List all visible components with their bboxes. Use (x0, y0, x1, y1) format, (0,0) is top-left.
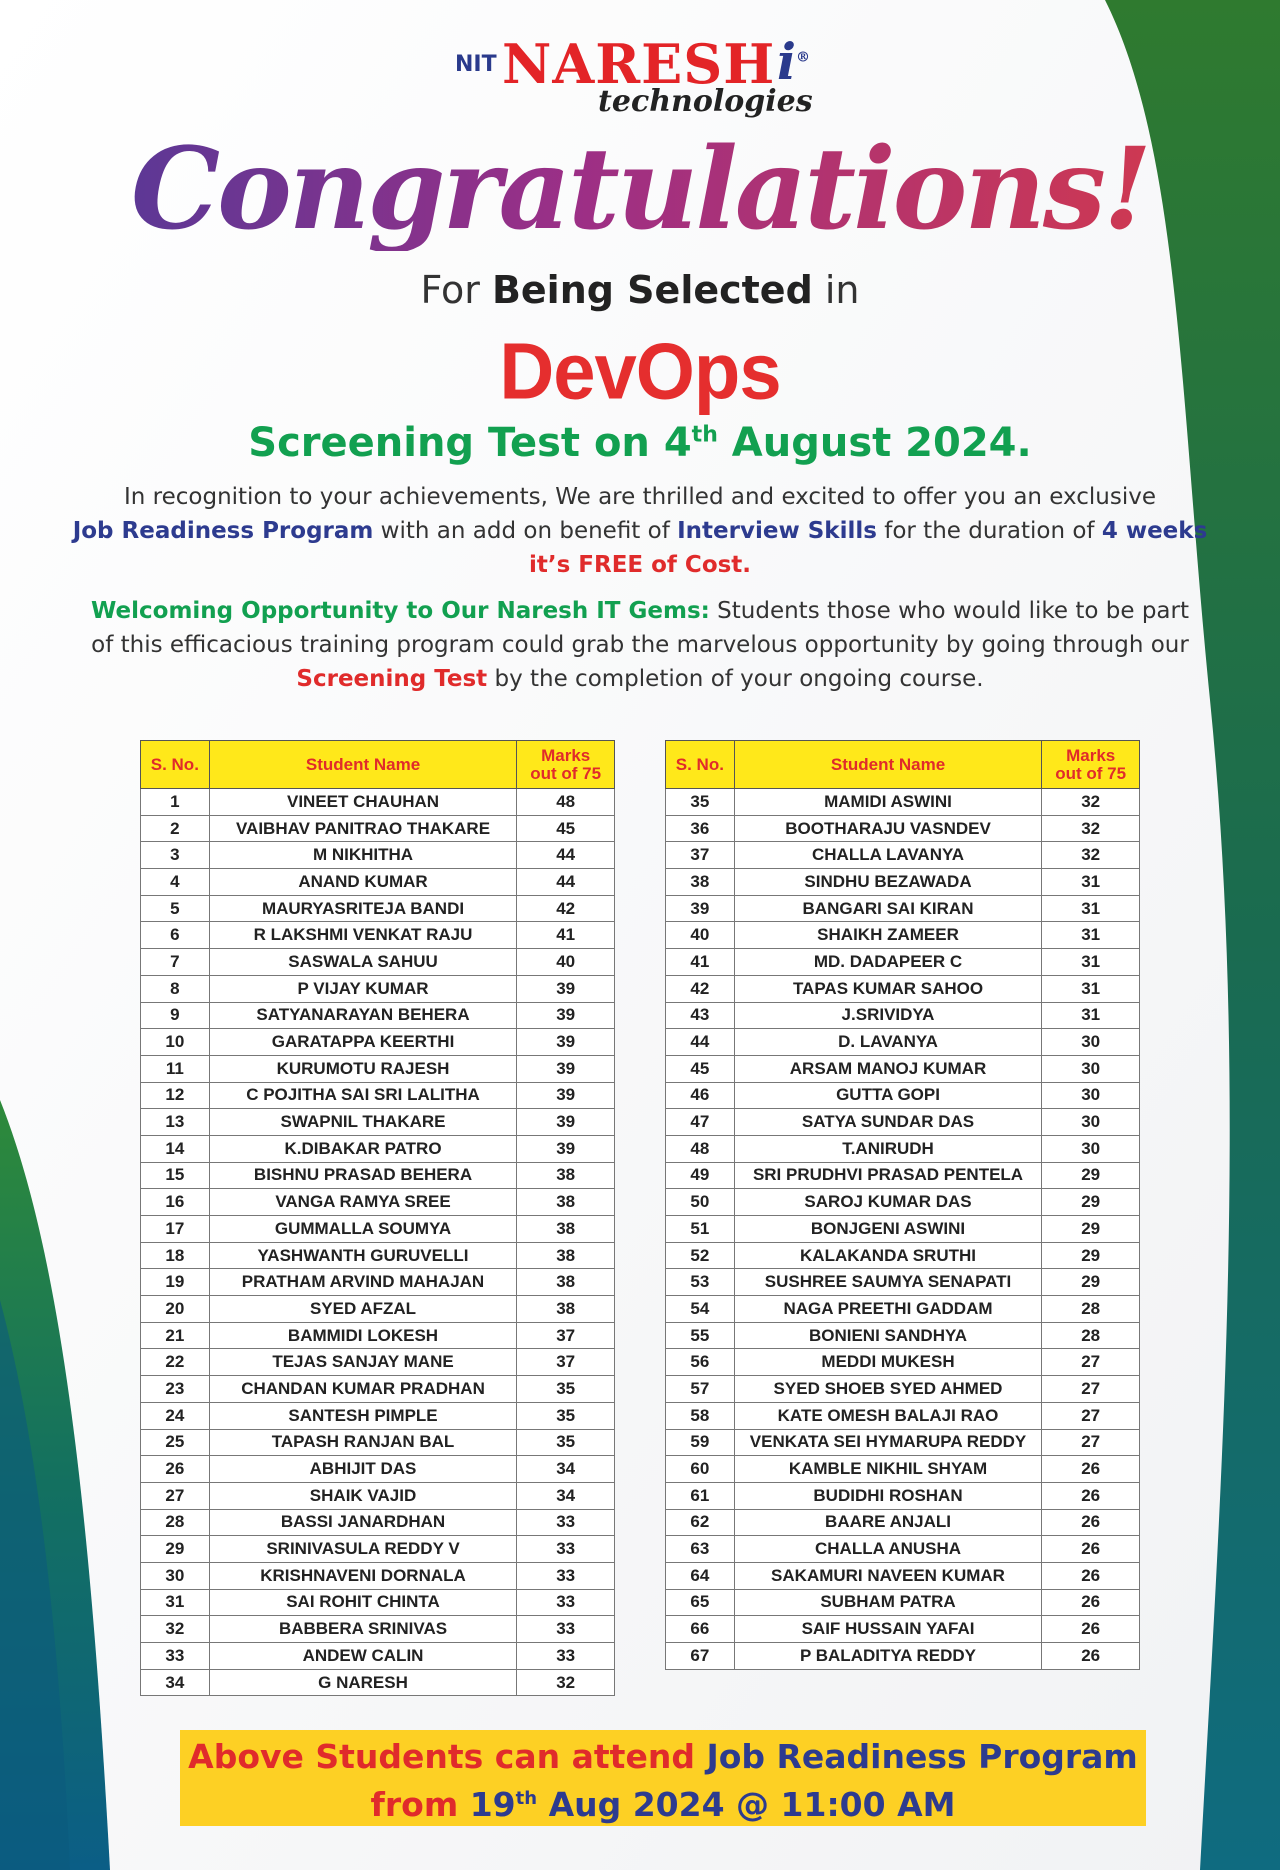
cell-student-name: VANGA RAMYA SREE (209, 1189, 517, 1216)
table-row (141, 1643, 615, 1670)
table-row (141, 1109, 615, 1136)
table-row (666, 1135, 1140, 1162)
table-row (666, 789, 1140, 816)
cell-marks: 32 (517, 1669, 615, 1696)
cell-sno: 20 (141, 1296, 210, 1323)
cell-student-name: R LAKSHMI VENKAT RAJU (209, 922, 517, 949)
cell-student-name: SYED SHOEB SYED AHMED (734, 1376, 1042, 1403)
congratulations-heading: Congratulations! (0, 128, 1280, 251)
cell-sno: 23 (141, 1376, 210, 1403)
cell-student-name: BOOTHARAJU VASNDEV (734, 815, 1042, 842)
table-row (141, 1002, 615, 1029)
cell-sno: 63 (666, 1536, 735, 1563)
cell-sno: 3 (141, 842, 210, 869)
cell-marks: 37 (517, 1322, 615, 1349)
cell-sno: 29 (141, 1536, 210, 1563)
cell-marks: 29 (1042, 1162, 1140, 1189)
cell-marks: 30 (1042, 1109, 1140, 1136)
cell-student-name: SYED AFZAL (209, 1296, 517, 1323)
cell-student-name: SWAPNIL THAKARE (209, 1109, 517, 1136)
cell-student-name: GUMMALLA SOUMYA (209, 1216, 517, 1243)
table-row (141, 1135, 615, 1162)
cell-marks: 33 (517, 1643, 615, 1670)
cell-marks: 33 (517, 1616, 615, 1643)
cell-sno: 52 (666, 1242, 735, 1269)
cell-sno: 53 (666, 1269, 735, 1296)
cell-marks: 27 (1042, 1402, 1140, 1429)
table-row (141, 1029, 615, 1056)
cell-sno: 12 (141, 1082, 210, 1109)
cell-sno: 9 (141, 1002, 210, 1029)
recognition-paragraph: In recognition to your achievements, We are thrilled and excited to offer you an exclusive Job Readiness Program with an add on benefit of Interview Skills for the duration of 4 weeks it’s FREE of Cost. (72, 484, 1208, 578)
table-row (141, 1402, 615, 1429)
cell-marks: 37 (517, 1349, 615, 1376)
brand-name-suffix: i® (777, 32, 810, 91)
results-table-right (665, 740, 1140, 1670)
cell-student-name: SHAIKH ZAMEER (734, 922, 1042, 949)
cell-student-name: T.ANIRUDH (734, 1135, 1042, 1162)
cell-sno: 54 (666, 1296, 735, 1323)
cell-marks: 34 (517, 1456, 615, 1483)
cell-sno: 59 (666, 1429, 735, 1456)
cell-marks: 38 (517, 1296, 615, 1323)
table-row (141, 1482, 615, 1509)
cell-sno: 57 (666, 1376, 735, 1403)
cell-marks: 33 (517, 1509, 615, 1536)
cell-student-name: BUDIDHI ROSHAN (734, 1482, 1042, 1509)
cell-marks: 32 (1042, 842, 1140, 869)
cell-sno: 56 (666, 1349, 735, 1376)
cell-student-name: K.DIBAKAR PATRO (209, 1135, 517, 1162)
cell-student-name: D. LAVANYA (734, 1029, 1042, 1056)
cell-marks: 31 (1042, 1002, 1140, 1029)
table-row (666, 1002, 1140, 1029)
cell-marks: 39 (517, 1029, 615, 1056)
cell-marks: 31 (1042, 895, 1140, 922)
table-row (141, 1616, 615, 1643)
cell-sno: 11 (141, 1055, 210, 1082)
cell-sno: 39 (666, 895, 735, 922)
cell-student-name: P BALADITYA REDDY (734, 1643, 1042, 1670)
cell-sno: 8 (141, 975, 210, 1002)
cell-sno: 38 (666, 869, 735, 896)
cell-sno: 25 (141, 1429, 210, 1456)
cell-student-name: KRISHNAVENI DORNALA (209, 1562, 517, 1589)
cell-student-name: SAI ROHIT CHINTA (209, 1589, 517, 1616)
cell-student-name: SATYA SUNDAR DAS (734, 1109, 1042, 1136)
cell-marks: 31 (1042, 922, 1140, 949)
table-header-row (666, 741, 1140, 789)
table-row (666, 1189, 1140, 1216)
cell-marks: 33 (517, 1562, 615, 1589)
table-row (141, 869, 615, 896)
cell-sno: 46 (666, 1082, 735, 1109)
cell-marks: 48 (517, 789, 615, 816)
cell-marks: 28 (1042, 1296, 1140, 1323)
cell-sno: 33 (141, 1643, 210, 1670)
table-row (141, 1349, 615, 1376)
cell-sno: 17 (141, 1216, 210, 1243)
cell-student-name: BAMMIDI LOKESH (209, 1322, 517, 1349)
cell-student-name: MD. DADAPEER C (734, 949, 1042, 976)
cell-student-name: ABHIJIT DAS (209, 1456, 517, 1483)
cell-student-name: SAIF HUSSAIN YAFAI (734, 1616, 1042, 1643)
cell-marks: 26 (1042, 1482, 1140, 1509)
header-marks: Marks out of 75 (1042, 741, 1140, 789)
cell-student-name: J.SRIVIDYA (734, 1002, 1042, 1029)
header-name: Student Name (734, 741, 1042, 789)
cell-marks: 27 (1042, 1376, 1140, 1403)
cell-sno: 36 (666, 815, 735, 842)
cell-marks: 30 (1042, 1055, 1140, 1082)
screening-test-highlight: Screening Test (296, 666, 488, 692)
table-row (141, 1429, 615, 1456)
cell-student-name: SASWALA SAHUU (209, 949, 517, 976)
cell-sno: 48 (666, 1135, 735, 1162)
table-row (141, 895, 615, 922)
cell-marks: 26 (1042, 1616, 1140, 1643)
cell-marks: 26 (1042, 1589, 1140, 1616)
cell-student-name: SANTESH PIMPLE (209, 1402, 517, 1429)
cell-sno: 42 (666, 975, 735, 1002)
cell-marks: 33 (517, 1589, 615, 1616)
cell-student-name: BONJGENI ASWINI (734, 1216, 1042, 1243)
cell-student-name: SAROJ KUMAR DAS (734, 1189, 1042, 1216)
cell-sno: 22 (141, 1349, 210, 1376)
brand-badge: NIT (455, 52, 497, 77)
cell-sno: 66 (666, 1616, 735, 1643)
cell-student-name: P VIJAY KUMAR (209, 975, 517, 1002)
cell-marks: 39 (517, 1135, 615, 1162)
table-row (141, 842, 615, 869)
cell-sno: 4 (141, 869, 210, 896)
table-row (141, 1242, 615, 1269)
course-title: DevOps (499, 326, 781, 417)
table-row (141, 1055, 615, 1082)
table-row (666, 1429, 1140, 1456)
cell-sno: 51 (666, 1216, 735, 1243)
cell-marks: 33 (517, 1536, 615, 1563)
cell-sno: 47 (666, 1109, 735, 1136)
table-row (666, 1402, 1140, 1429)
selection-line: For Being Selected in (420, 268, 860, 312)
cell-student-name: TAPASH RANJAN BAL (209, 1429, 517, 1456)
cell-student-name: NAGA PREETHI GADDAM (734, 1296, 1042, 1323)
table-row (141, 1189, 615, 1216)
table-row (141, 1162, 615, 1189)
table-row (141, 1376, 615, 1403)
cell-marks: 27 (1042, 1349, 1140, 1376)
cell-student-name: YASHWANTH GURUVELLI (209, 1242, 517, 1269)
cell-sno: 19 (141, 1269, 210, 1296)
table-row (141, 1509, 615, 1536)
cell-student-name: SATYANARAYAN BEHERA (209, 1002, 517, 1029)
cell-student-name: TAPAS KUMAR SAHOO (734, 975, 1042, 1002)
table-row (666, 1109, 1140, 1136)
cell-student-name: CHALLA LAVANYA (734, 842, 1042, 869)
cell-sno: 32 (141, 1616, 210, 1643)
table-row (141, 1589, 615, 1616)
cell-student-name: KURUMOTU RAJESH (209, 1055, 517, 1082)
cell-student-name: SHAIK VAJID (209, 1482, 517, 1509)
cell-sno: 37 (666, 842, 735, 869)
cell-student-name: SRI PRUDHVI PRASAD PENTELA (734, 1162, 1042, 1189)
cell-student-name: SUBHAM PATRA (734, 1589, 1042, 1616)
cell-sno: 64 (666, 1562, 735, 1589)
cell-sno: 5 (141, 895, 210, 922)
table-row (141, 975, 615, 1002)
cell-marks: 41 (517, 922, 615, 949)
cell-sno: 21 (141, 1322, 210, 1349)
table-header-row (141, 741, 615, 789)
cell-marks: 39 (517, 1002, 615, 1029)
banner-line-1: Above Students can attend Job Readiness Program (188, 1737, 1138, 1776)
header-name: Student Name (209, 741, 517, 789)
table-row (666, 1536, 1140, 1563)
brand-name: NARESH (502, 32, 776, 96)
cell-sno: 6 (141, 922, 210, 949)
cell-marks: 40 (517, 949, 615, 976)
skills-highlight: Interview Skills (677, 518, 877, 544)
duration-highlight: 4 weeks (1101, 518, 1208, 544)
cell-marks: 29 (1042, 1242, 1140, 1269)
screening-date: Screening Test on 4th August 2024. (248, 420, 1032, 466)
cell-sno: 49 (666, 1162, 735, 1189)
cell-sno: 41 (666, 949, 735, 976)
cell-student-name: TEJAS SANJAY MANE (209, 1349, 517, 1376)
header-marks: Marks out of 75 (517, 741, 615, 789)
cell-student-name: SINDHU BEZAWADA (734, 869, 1042, 896)
cell-marks: 30 (1042, 1135, 1140, 1162)
results-table-left (140, 740, 615, 1696)
cell-sno: 2 (141, 815, 210, 842)
cell-marks: 39 (517, 1082, 615, 1109)
cell-student-name: VINEET CHAUHAN (209, 789, 517, 816)
table-row (666, 1269, 1140, 1296)
table-row (141, 1536, 615, 1563)
cell-sno: 40 (666, 922, 735, 949)
cell-sno: 43 (666, 1002, 735, 1029)
cell-sno: 34 (141, 1669, 210, 1696)
cell-sno: 27 (141, 1482, 210, 1509)
cell-sno: 26 (141, 1456, 210, 1483)
brand-logo (455, 30, 835, 120)
cell-student-name: BANGARI SAI KIRAN (734, 895, 1042, 922)
cell-marks: 27 (1042, 1429, 1140, 1456)
table-row (666, 1456, 1140, 1483)
table-row (141, 789, 615, 816)
cell-student-name: SAKAMURI NAVEEN KUMAR (734, 1562, 1042, 1589)
brand-tagline: technologies (598, 84, 813, 119)
cell-marks: 38 (517, 1216, 615, 1243)
table-row (666, 1029, 1140, 1056)
cell-marks: 39 (517, 1055, 615, 1082)
cell-sno: 24 (141, 1402, 210, 1429)
cell-sno: 31 (141, 1589, 210, 1616)
cell-student-name: VAIBHAV PANITRAO THAKARE (209, 815, 517, 842)
cell-marks: 31 (1042, 949, 1140, 976)
cell-marks: 38 (517, 1242, 615, 1269)
table-row (666, 949, 1140, 976)
table-row (141, 922, 615, 949)
cell-student-name: ANAND KUMAR (209, 869, 517, 896)
table-row (666, 1482, 1140, 1509)
cell-student-name: KATE OMESH BALAJI RAO (734, 1402, 1042, 1429)
table-row (666, 1242, 1140, 1269)
cell-marks: 45 (517, 815, 615, 842)
cell-marks: 30 (1042, 1029, 1140, 1056)
cell-sno: 18 (141, 1242, 210, 1269)
table-row (666, 1562, 1140, 1589)
cell-student-name: GUTTA GOPI (734, 1082, 1042, 1109)
table-row (666, 1055, 1140, 1082)
cell-marks: 32 (1042, 815, 1140, 842)
cell-sno: 14 (141, 1135, 210, 1162)
table-row (666, 1162, 1140, 1189)
program-highlight: Job Readiness Program (72, 518, 374, 544)
cell-sno: 61 (666, 1482, 735, 1509)
cell-sno: 10 (141, 1029, 210, 1056)
table-row (666, 1296, 1140, 1323)
table-row (666, 1322, 1140, 1349)
cell-student-name: PRATHAM ARVIND MAHAJAN (209, 1269, 517, 1296)
table-row (666, 1376, 1140, 1403)
table-row (666, 1589, 1140, 1616)
table-row (666, 1509, 1140, 1536)
table-row (141, 1216, 615, 1243)
header-sno: S. No. (666, 741, 735, 789)
cell-marks: 44 (517, 869, 615, 896)
cell-sno: 45 (666, 1055, 735, 1082)
cell-marks: 35 (517, 1429, 615, 1456)
cell-marks: 31 (1042, 975, 1140, 1002)
cell-student-name: CHALLA ANUSHA (734, 1536, 1042, 1563)
cell-sno: 58 (666, 1402, 735, 1429)
banner-line-2: from 19th Aug 2024 @ 11:00 AM (370, 1785, 956, 1824)
cell-student-name: ANDEW CALIN (209, 1643, 517, 1670)
cell-student-name: BONIENI SANDHYA (734, 1322, 1042, 1349)
cell-sno: 15 (141, 1162, 210, 1189)
cell-sno: 7 (141, 949, 210, 976)
cell-student-name: MAURYASRITEJA BANDI (209, 895, 517, 922)
cell-sno: 62 (666, 1509, 735, 1536)
cell-student-name: G NARESH (209, 1669, 517, 1696)
cell-marks: 26 (1042, 1509, 1140, 1536)
opportunity-lead: Welcoming Opportunity to Our Naresh IT Gems: (90, 598, 710, 624)
cell-marks: 29 (1042, 1269, 1140, 1296)
cell-marks: 29 (1042, 1216, 1140, 1243)
table-row (141, 815, 615, 842)
cell-marks: 35 (517, 1402, 615, 1429)
table-row (666, 1216, 1140, 1243)
cell-sno: 50 (666, 1189, 735, 1216)
table-row (141, 1456, 615, 1483)
cell-student-name: KAMBLE NIKHIL SHYAM (734, 1456, 1042, 1483)
cell-student-name: MAMIDI ASWINI (734, 789, 1042, 816)
cell-marks: 28 (1042, 1322, 1140, 1349)
table-row (141, 1269, 615, 1296)
table-row (666, 1616, 1140, 1643)
cell-student-name: C POJITHA SAI SRI LALITHA (209, 1082, 517, 1109)
cell-student-name: KALAKANDA SRUTHI (734, 1242, 1042, 1269)
cell-sno: 65 (666, 1589, 735, 1616)
table-row (666, 815, 1140, 842)
table-row (666, 895, 1140, 922)
table-row (666, 1349, 1140, 1376)
cell-student-name: GARATAPPA KEERTHI (209, 1029, 517, 1056)
opportunity-paragraph: Welcoming Opportunity to Our Naresh IT Gems: Students those who would like to be part of this efficacious training program could grab the marvelous opportunity by going through our Screening Test by the completion of your ongoing course. (90, 598, 1190, 692)
table-row (141, 1296, 615, 1323)
cell-sno: 60 (666, 1456, 735, 1483)
table-row (141, 1082, 615, 1109)
cell-marks: 26 (1042, 1562, 1140, 1589)
table-row (666, 922, 1140, 949)
program-banner (180, 1730, 1146, 1826)
cell-marks: 35 (517, 1376, 615, 1403)
cell-student-name: ARSAM MANOJ KUMAR (734, 1055, 1042, 1082)
cell-marks: 32 (1042, 789, 1140, 816)
table-row (666, 975, 1140, 1002)
cell-student-name: BASSI JANARDHAN (209, 1509, 517, 1536)
cell-marks: 29 (1042, 1189, 1140, 1216)
cell-sno: 55 (666, 1322, 735, 1349)
table-row (141, 1322, 615, 1349)
cell-sno: 35 (666, 789, 735, 816)
cell-sno: 1 (141, 789, 210, 816)
table-row (141, 1669, 615, 1696)
cell-student-name: BAARE ANJALI (734, 1509, 1042, 1536)
cell-sno: 44 (666, 1029, 735, 1056)
cell-marks: 30 (1042, 1082, 1140, 1109)
cell-marks: 26 (1042, 1456, 1140, 1483)
cell-marks: 38 (517, 1269, 615, 1296)
cell-marks: 31 (1042, 869, 1140, 896)
cell-sno: 28 (141, 1509, 210, 1536)
cell-student-name: VENKATA SEI HYMARUPA REDDY (734, 1429, 1042, 1456)
cell-marks: 38 (517, 1162, 615, 1189)
cell-marks: 26 (1042, 1536, 1140, 1563)
cell-student-name: BABBERA SRINIVAS (209, 1616, 517, 1643)
table-row (666, 842, 1140, 869)
cell-marks: 39 (517, 975, 615, 1002)
cell-marks: 42 (517, 895, 615, 922)
cell-marks: 44 (517, 842, 615, 869)
table-row (666, 869, 1140, 896)
header-sno: S. No. (141, 741, 210, 789)
free-highlight: it’s FREE of Cost. (528, 552, 752, 578)
table-row (141, 949, 615, 976)
cell-student-name: SRINIVASULA REDDY V (209, 1536, 517, 1563)
table-row (666, 1082, 1140, 1109)
cell-marks: 34 (517, 1482, 615, 1509)
cell-student-name: CHANDAN KUMAR PRADHAN (209, 1376, 517, 1403)
table-row (141, 1562, 615, 1589)
cell-sno: 30 (141, 1562, 210, 1589)
cell-sno: 67 (666, 1643, 735, 1670)
cell-student-name: BISHNU PRASAD BEHERA (209, 1162, 517, 1189)
cell-marks: 39 (517, 1109, 615, 1136)
cell-student-name: SUSHREE SAUMYA SENAPATI (734, 1269, 1042, 1296)
cell-sno: 16 (141, 1189, 210, 1216)
table-row (666, 1643, 1140, 1670)
cell-marks: 38 (517, 1189, 615, 1216)
cell-marks: 26 (1042, 1643, 1140, 1670)
cell-sno: 13 (141, 1109, 210, 1136)
cell-student-name: MEDDI MUKESH (734, 1349, 1042, 1376)
cell-student-name: M NIKHITHA (209, 842, 517, 869)
